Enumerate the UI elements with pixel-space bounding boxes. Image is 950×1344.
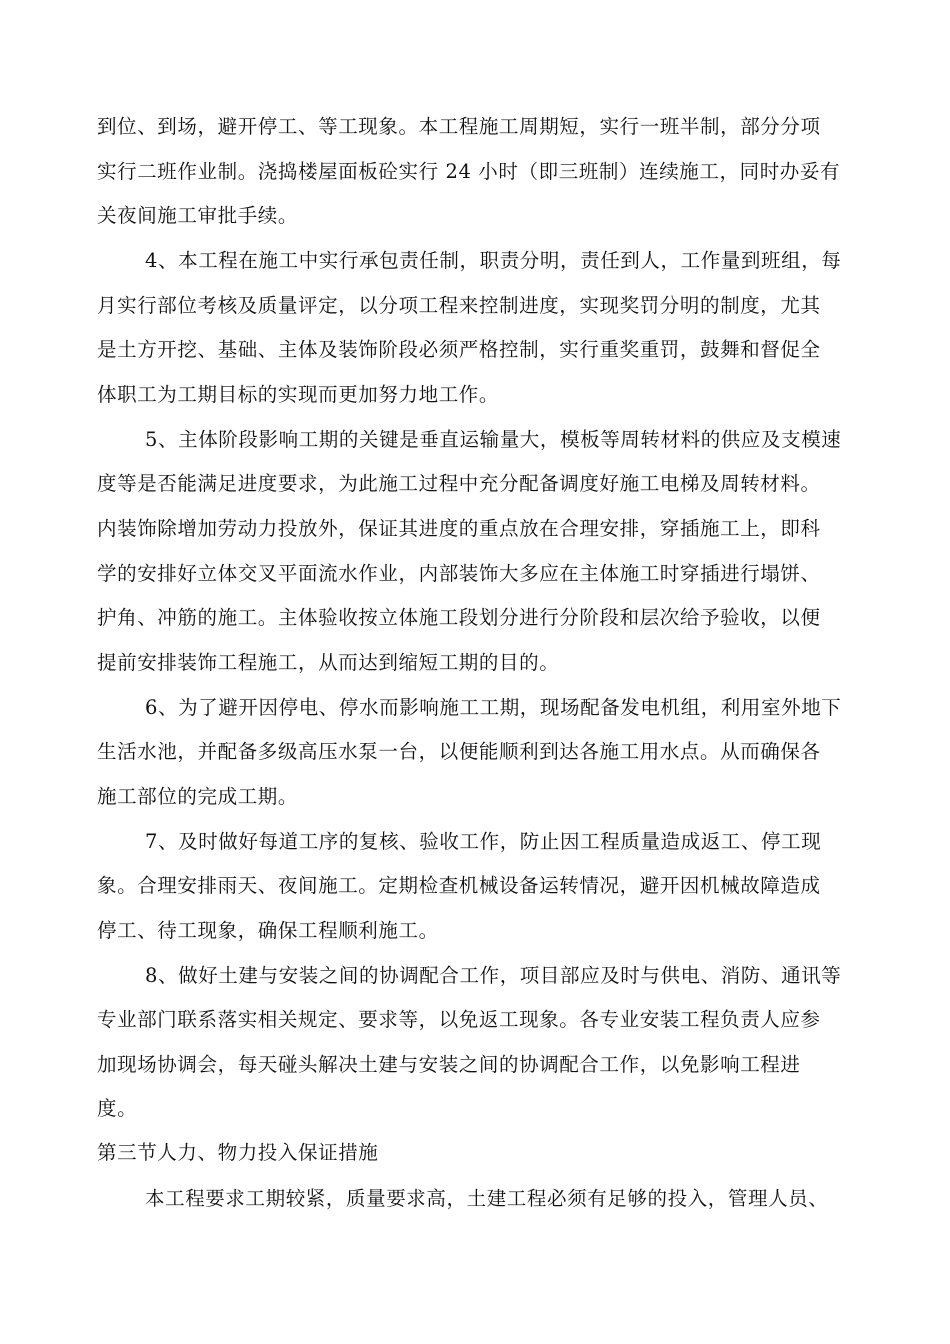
text-line: 关夜间施工审批手续。 [97,204,299,227]
paragraph-start-line: 6、为了避开因停电、停水而影响施工工期，现场配备发电机组，利用室外地下 [145,696,842,719]
text-line: 施工部位的完成工期。 [97,785,299,808]
text-line: 度等是否能满足进度要求，为此施工过程中充分配备调度好施工电梯及周转材料。 [97,472,821,495]
text-line: 加现场协调会，每天碰头解决土建与安装之间的协调配合工作，以免影响工程进 [97,1053,801,1076]
paragraph-start-line: 8、做好土建与安装之间的协调配合工作，项目部应及时与供电、消防、通讯等 [145,964,842,987]
text-line: 月实行部位考核及质量评定，以分项工程来控制进度，实现奖罚分明的制度，尤其 [97,294,821,317]
paragraph-start-line: 本工程要求工期较紧，质量要求高，土建工程必须有足够的投入，管理人员、 [145,1187,829,1210]
text-line: 度。 [97,1097,138,1120]
text-line: 到位、到场，避开停工、等工现象。本工程施工周期短，实行一班半制，部分分项 [97,115,821,138]
paragraph-start-line: 5、主体阶段影响工期的关键是垂直运输量大，模板等周转材料的供应及支模速 [145,428,842,451]
text-line: 护角、冲筋的施工。主体验收按立体施工段划分进行分阶段和层次给予验收，以便 [97,606,821,629]
text-line: 体职工为工期目标的实现而更加努力地工作。 [97,383,500,406]
text-line: 实行二班作业制。浇捣楼屋面板砼实行 24 小时（即三班制）连续施工，同时办妥有 [97,160,841,183]
text-line: 内装饰除增加劳动力投放外，保证其进度的重点放在合理安排，穿插施工上，即科 [97,517,821,540]
text-line: 是土方开挖、基础、主体及装饰阶段必须严格控制，实行重奖重罚，鼓舞和督促全 [97,338,821,361]
text-line: 学的安排好立体交叉平面流水作业，内部装饰大多应在主体施工时穿插进行塌饼、 [97,562,821,585]
paragraph-start-line: 4、本工程在施工中实行承包责任制，职责分明，责任到人，工作量到班组，每 [145,249,842,272]
text-line: 象。合理安排雨天、夜间施工。定期检查机械设备运转情况，避开因机械故障造成 [97,874,821,897]
text-line: 停工、待工现象，确保工程顺利施工。 [97,919,439,942]
section-heading: 第三节人力、物力投入保证措施 [97,1141,379,1164]
text-line: 生活水池，并配备多级高压水泵一台，以便能顺利到达各施工用水点。从而确保各 [97,740,821,763]
text-line: 专业部门联系落实相关规定、要求等，以免返工现象。各专业安装工程负责人应参 [97,1008,821,1031]
paragraph-start-line: 7、及时做好每道工序的复核、验收工作，防止因工程质量造成返工、停工现 [145,830,822,853]
text-line: 提前安排装饰工程施工，从而达到缩短工期的目的。 [97,651,560,674]
